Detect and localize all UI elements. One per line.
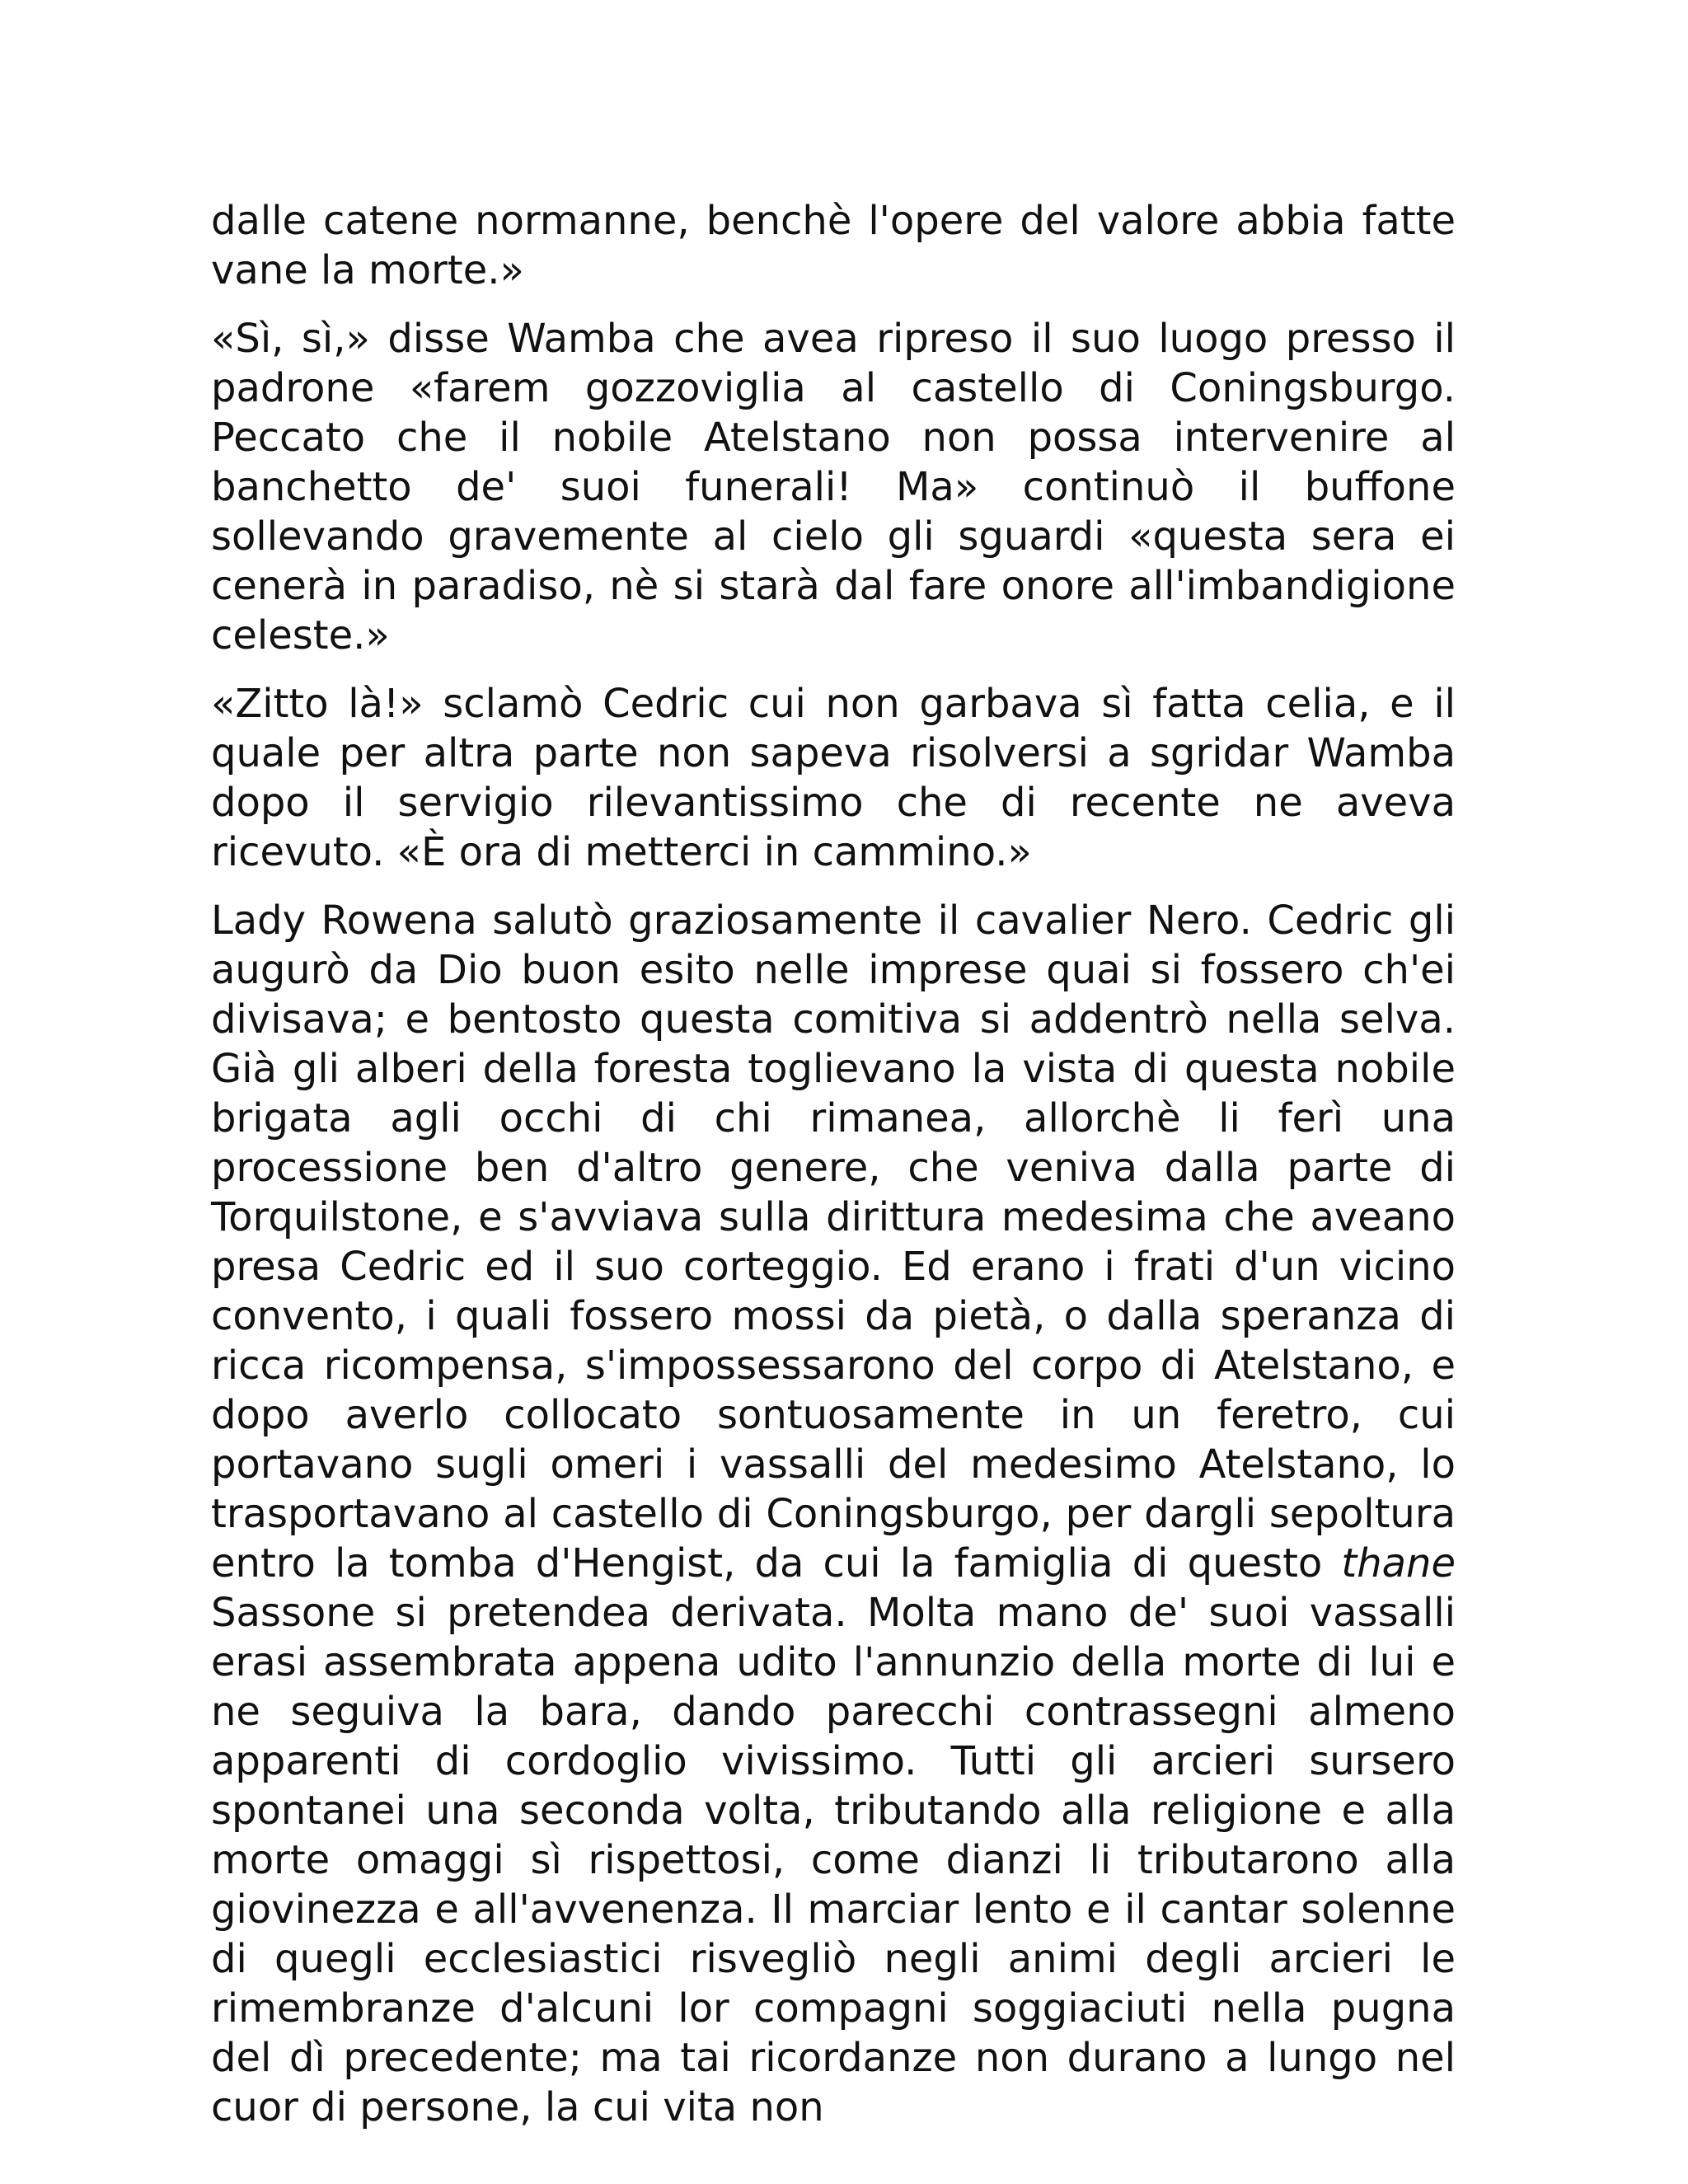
paragraph <box>211 679 1456 877</box>
paragraph <box>211 314 1456 660</box>
paragraph-text: «Sì, sì,» disse Wamba che avea ripreso il suo luogo presso il padrone «farem gozzoviglia al castello di Coningsburgo. Peccato che il nobile Atelstano non possa intervenire al banchetto de' suoi funerali! Ma» continuò il buffone sollevando gravemente al cielo gli sguardi «questa sera ei cenerà in paradiso, nè si starà dal fare onore all'imbandigione celeste.» <box>211 316 1456 658</box>
paragraph <box>211 896 1456 2132</box>
italic-term: thane <box>1341 1540 1456 1586</box>
document-page <box>211 196 1456 2151</box>
paragraph-text: dalle catene normanne, benchè l'opere del valore abbia fatte vane la morte.» <box>211 198 1456 293</box>
paragraph <box>211 196 1456 295</box>
paragraph-text: Lady Rowena salutò graziosamente il cavalier Nero. Cedric gli augurò da Dio buon esito nelle imprese quai si fossero ch'ei divisava; e bentosto questa comitiva si addentrò nella selva. Già gli alberi della foresta toglievano la vista di questa nobile brigata agli occhi di chi rimanea, allorchè li ferì una processione ben d'altro genere, che veniva dalla parte di Torquilstone, e s'avviava sulla dirittura medesima che aveano presa Cedric ed il suo corteggio. Ed erano i frati d'un vicino convento, i quali fossero mossi da pietà, o dalla speranza di ricca ricompensa, s'impossessarono del corpo di Atelstano, e dopo averlo collocato sontuosamente in un feretro, cui portavano sugli omeri i vassalli del medesimo Atelstano, lo trasportavano al castello di Coningsburgo, per dargli sepoltura entro la tomba d'Hengist, da cui la famiglia di questo <box>211 898 1456 1586</box>
paragraph-text: Sassone si pretendea derivata. Molta mano de' suoi vassalli erasi assembrata appena udito l'annunzio della morte di lui e ne seguiva la bara, dando parecchi contrassegni almeno apparenti di cordoglio vivissimo. Tutti gli arcieri sursero spontanei una seconda volta, tributando alla religione e alla morte omaggi sì rispettosi, come dianzi li tributarono alla giovinezza e all'avvenenza. Il marciar lento e il cantar solenne di quegli ecclesiastici risvegliò negli animi degli arcieri le rimembranze d'alcuni lor compagni soggiaciuti nella pugna del dì precedente; ma tai ricordanze non durano a lungo nel cuor di persone, la cui vita non <box>211 1590 1456 2130</box>
paragraph-text: «Zitto là!» sclamò Cedric cui non garbava sì fatta celia, e il quale per altra parte non sapeva risolversi a sgridar Wamba dopo il servigio rilevantissimo che di recente ne aveva ricevuto. «È ora di metterci in cammino.» <box>211 681 1456 875</box>
